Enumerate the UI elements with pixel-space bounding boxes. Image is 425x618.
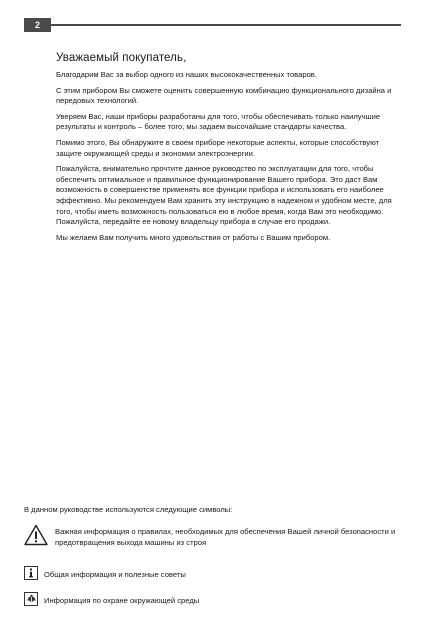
legend-intro: В данном руководстве используются следующие символы: xyxy=(24,505,233,514)
warning-symbol-text: Важная информация о правилах, необходимых для обеспечения Вашей личной безопасности и предотвращения выхода машины из строя xyxy=(55,527,396,547)
intro-paragraph: С этим прибором Вы сможете оценить совершенную комбинацию функционального дизайна и передовых технологий. xyxy=(56,85,392,106)
symbols-legend xyxy=(24,505,404,618)
page-number: 2 xyxy=(24,18,51,32)
page-header xyxy=(0,18,425,32)
intro-paragraph: Пожалуйста, внимательно прочтите данное руководство по эксплуатации для того, чтобы обеспечить оптимальное и правильное функционирование Вашего прибора. Это даст Вам возможность в совершенстве применять все функции прибора и использовать его наиболее эффективно. Мы рекомендуем Вам хранить эту инструкцию в надежном и удобном месте, для того, чтобы иметь возможность пользоваться ею в любое время, когда Вам это необходимо. Пожалуйста, передайте ее новому владельцу прибора в случае его продажи. xyxy=(56,164,392,227)
info-icon xyxy=(24,566,38,580)
intro-section xyxy=(56,52,401,248)
symbol-warning-row xyxy=(24,524,404,558)
environment-leaf-icon xyxy=(24,592,38,606)
intro-paragraph: Помимо этого, Вы обнаружите в своем приборе некоторые аспекты, которые способствуют защите окружающей среды и экономии электроэнергии. xyxy=(56,137,380,158)
greeting-title: Уважаемый покупатель, xyxy=(56,52,187,64)
environment-symbol-text: Информация по охране окружающей среды xyxy=(44,596,200,605)
info-symbol-text: Общая информация и полезные советы xyxy=(44,570,186,579)
intro-paragraph: Благодарим Вас за выбор одного из наших высококачественных товаров. xyxy=(56,70,317,79)
header-rule xyxy=(24,24,401,26)
warning-triangle-icon xyxy=(24,524,48,551)
symbol-info-row xyxy=(24,566,404,584)
intro-paragraph: Мы желаем Вам получить много удовольствия от работы с Вашим прибором. xyxy=(56,232,331,242)
intro-paragraph: Уверяем Вас, наши приборы разработаны для того, чтобы обеспечивать только наилучшие результаты и контроль – более того, мы задаем высочайшие стандарты качества. xyxy=(56,111,381,132)
